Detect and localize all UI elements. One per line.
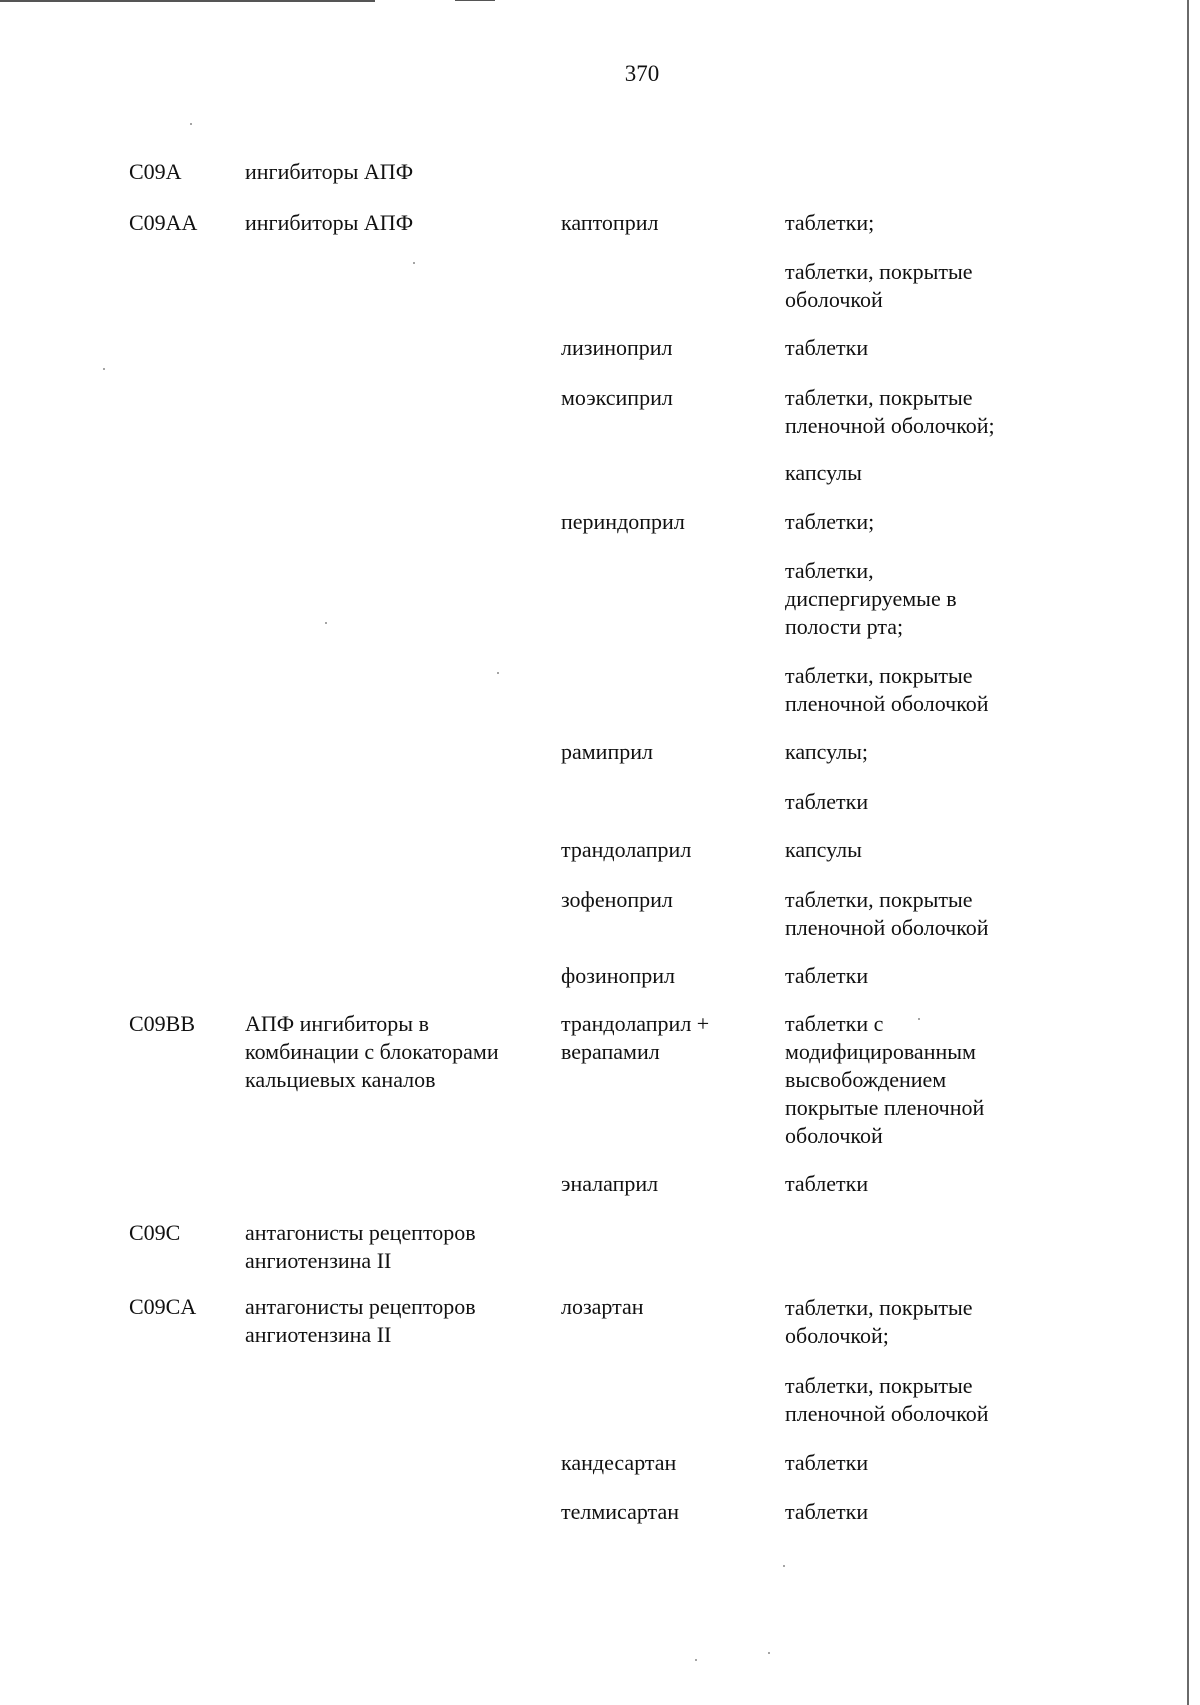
scan-speck <box>325 622 327 624</box>
substance-name: зофеноприл <box>561 887 673 912</box>
scan-speck <box>695 1659 697 1661</box>
dosage-form: таблетки, диспергируемые в полости рта; <box>785 558 957 639</box>
scan-speck <box>783 1565 785 1567</box>
substance-name: трандолаприл <box>561 837 692 862</box>
atc-code: C09A <box>129 159 182 184</box>
dosage-form: таблетки <box>785 963 869 988</box>
dosage-form: таблетки <box>785 789 869 814</box>
dosage-form: таблетки, покрытые пленочной оболочкой <box>785 1373 989 1426</box>
substance-name: кандесартан <box>561 1450 677 1475</box>
dosage-form: таблетки, покрытые оболочкой; <box>785 1295 973 1348</box>
substance-name: эналаприл <box>561 1171 659 1196</box>
atc-code: C09AA <box>129 210 198 235</box>
group-name: АПФ ингибиторы в комбинации с блокаторами кальциевых каналов <box>245 1011 499 1092</box>
dosage-form: таблетки с модифицированным высвобождением покрытые пленочной оболочкой <box>785 1011 985 1148</box>
atc-code: C09C <box>129 1220 181 1245</box>
scan-edge-top-left <box>0 0 375 2</box>
atc-code: C09CA <box>129 1294 197 1319</box>
substance-name: рамиприл <box>561 739 653 764</box>
scan-speck <box>497 672 499 674</box>
scan-speck <box>103 368 105 370</box>
dosage-form: капсулы <box>785 837 862 862</box>
scan-speck <box>190 123 192 125</box>
scan-speck <box>413 262 415 264</box>
substance-name: фозиноприл <box>561 963 676 988</box>
dosage-form: таблетки, покрытые пленочной оболочкой; <box>785 385 995 438</box>
scan-speck <box>768 1652 770 1654</box>
dosage-form: таблетки, покрытые пленочной оболочкой <box>785 663 989 716</box>
group-name: антагонисты рецепторов ангиотензина II <box>245 1220 476 1273</box>
substance-name: моэксиприл <box>561 385 673 410</box>
group-name: антагонисты рецепторов ангиотензина II <box>245 1294 476 1347</box>
substance-name: лозартан <box>561 1294 644 1319</box>
dosage-form: таблетки <box>785 1499 869 1524</box>
substance-name: каптоприл <box>561 210 659 235</box>
dosage-form: таблетки <box>785 335 869 360</box>
dosage-form: капсулы; <box>785 739 868 764</box>
dosage-form: таблетки; <box>785 210 875 235</box>
dosage-form: таблетки <box>785 1171 869 1196</box>
substance-name: телмисартан <box>561 1499 679 1524</box>
atc-code: C09BB <box>129 1011 196 1036</box>
group-name: ингибиторы АПФ <box>245 159 414 184</box>
dosage-form: капсулы <box>785 460 862 485</box>
scan-edge-right <box>1187 0 1189 1705</box>
dosage-form: таблетки, покрытые пленочной оболочкой <box>785 887 989 940</box>
group-name: ингибиторы АПФ <box>245 210 414 235</box>
substance-name: лизиноприл <box>561 335 673 360</box>
scan-edge-top-mid <box>455 0 495 1</box>
scan-speck <box>918 1018 920 1020</box>
substance-name: периндоприл <box>561 509 685 534</box>
substance-name: трандолаприл + верапамил <box>561 1011 710 1064</box>
page-number: 370 <box>624 61 660 86</box>
dosage-form: таблетки <box>785 1450 869 1475</box>
dosage-form: таблетки, покрытые оболочкой <box>785 259 973 312</box>
dosage-form: таблетки; <box>785 509 875 534</box>
